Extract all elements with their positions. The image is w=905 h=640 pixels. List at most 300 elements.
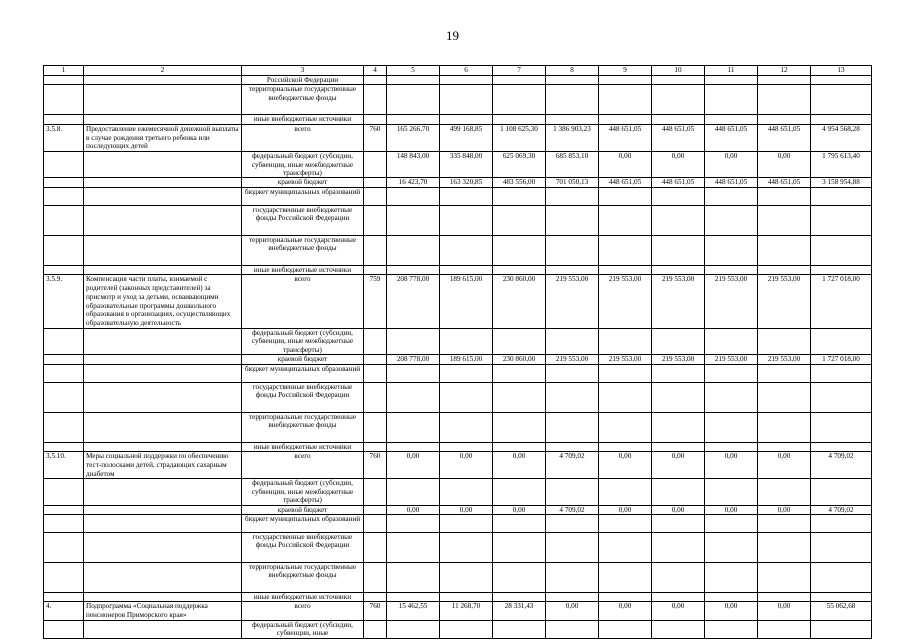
executor-code-cell [364,115,387,124]
funding-source-cell: всего [242,452,364,479]
row-name-cell: Подпрограмма «Социальная поддержка пенсионеров Приморского края» [84,602,242,621]
year-value-cell [599,187,652,205]
year-value-cell [546,235,599,265]
year-value-cell [705,364,758,382]
row-code-cell [44,152,84,178]
row-code-cell [44,515,84,533]
row-name-cell [84,205,242,235]
year-value-cell [387,593,440,602]
table-body [44,66,872,639]
year-value-cell [546,76,599,85]
year-value-cell: 230 860,00 [493,355,546,364]
row-code-cell: 3.5.9. [44,275,84,329]
total-value-cell: 4 709,02 [811,505,872,514]
table-row [44,412,872,442]
year-value-cell [387,479,440,505]
year-value-cell [493,205,546,235]
year-value-cell [493,265,546,274]
table-row [44,205,872,235]
row-code-cell [44,563,84,593]
row-name-cell [84,479,242,505]
year-value-cell [652,593,705,602]
year-value-cell [387,442,440,451]
row-code-cell [44,479,84,505]
row-code-cell: 3.5.10. [44,452,84,479]
executor-code-cell [364,412,387,442]
year-value-cell [493,76,546,85]
year-value-cell: 165 266,70 [387,124,440,151]
funding-source-cell: территориальные государственные внебюджетные фонды [242,85,364,115]
funding-source-cell: Российской Федерации [242,76,364,85]
year-value-cell: 219 553,00 [546,355,599,364]
year-value-cell: 4 709,02 [546,452,599,479]
row-code-cell [44,85,84,115]
row-code-cell [44,364,84,382]
total-value-cell: 4 709,02 [811,452,872,479]
row-code-cell [44,382,84,412]
table-row [44,621,872,639]
year-value-cell: 448 651,05 [758,178,811,187]
table-row [44,563,872,593]
year-value-cell: 0,00 [440,505,493,514]
year-value-cell: 483 556,00 [493,178,546,187]
header-cell: 1 [44,66,84,76]
year-value-cell: 0,00 [546,602,599,621]
table-row [44,152,872,178]
year-value-cell [599,205,652,235]
year-value-cell: 219 553,00 [599,355,652,364]
total-value-cell [811,479,872,505]
year-value-cell: 0,00 [493,505,546,514]
year-value-cell: 0,00 [705,452,758,479]
row-name-cell [84,76,242,85]
row-name-cell [84,329,242,355]
year-value-cell [546,329,599,355]
total-value-cell: 1 727 018,00 [811,355,872,364]
year-value-cell [546,265,599,274]
year-value-cell [493,382,546,412]
year-value-cell: 219 553,00 [758,275,811,329]
header-cell: 8 [546,66,599,76]
header-cell: 2 [84,66,242,76]
year-value-cell [705,235,758,265]
table-row [44,187,872,205]
year-value-cell: 701 050,13 [546,178,599,187]
year-value-cell [387,265,440,274]
row-code-cell [44,265,84,274]
header-cell: 7 [493,66,546,76]
table-row [44,382,872,412]
executor-code-cell: 760 [364,452,387,479]
year-value-cell [387,76,440,85]
year-value-cell [546,442,599,451]
year-value-cell [705,265,758,274]
row-code-cell [44,442,84,451]
year-value-cell: 0,00 [599,602,652,621]
year-value-cell [387,412,440,442]
year-value-cell [440,563,493,593]
year-value-cell [758,479,811,505]
year-value-cell [652,76,705,85]
year-value-cell [493,515,546,533]
year-value-cell [387,515,440,533]
year-value-cell: 0,00 [705,505,758,514]
row-code-cell [44,412,84,442]
year-value-cell [758,515,811,533]
year-value-cell [652,479,705,505]
year-value-cell [440,621,493,639]
row-code-cell [44,76,84,85]
row-code-cell [44,178,84,187]
year-value-cell [705,533,758,563]
total-value-cell: 55 062,68 [811,602,872,621]
year-value-cell: 685 853,10 [546,152,599,178]
table-row [44,593,872,602]
year-value-cell [652,265,705,274]
table-row [44,235,872,265]
year-value-cell [440,85,493,115]
year-value-cell [599,412,652,442]
total-value-cell [811,115,872,124]
year-value-cell: 0,00 [652,602,705,621]
year-value-cell [493,563,546,593]
year-value-cell [387,382,440,412]
header-cell: 12 [758,66,811,76]
year-value-cell: 189 615,00 [440,275,493,329]
header-cell: 10 [652,66,705,76]
total-value-cell [811,515,872,533]
row-name-cell [84,235,242,265]
table-row [44,115,872,124]
year-value-cell [599,235,652,265]
executor-code-cell [364,563,387,593]
year-value-cell: 0,00 [599,452,652,479]
executor-code-cell [364,178,387,187]
row-name-cell [84,382,242,412]
year-value-cell [758,621,811,639]
year-value-cell [599,533,652,563]
year-value-cell [758,412,811,442]
year-value-cell [652,533,705,563]
funding-source-cell: территориальные государственные внебюджетные фонды [242,235,364,265]
year-value-cell [493,329,546,355]
row-code-cell [44,355,84,364]
funding-source-cell: краевой бюджет [242,355,364,364]
row-name-cell [84,355,242,364]
row-code-cell [44,505,84,514]
total-value-cell [811,593,872,602]
year-value-cell [546,533,599,563]
row-name-cell [84,621,242,639]
year-value-cell [440,265,493,274]
year-value-cell [546,563,599,593]
year-value-cell [599,115,652,124]
year-value-cell [652,515,705,533]
year-value-cell [758,364,811,382]
funding-source-cell: федеральный бюджет (субсидии, субвенции, иные межбюджетные трансферты) [242,152,364,178]
table-row [44,479,872,505]
year-value-cell: 0,00 [758,452,811,479]
funding-source-cell: иные внебюджетные источники [242,442,364,451]
year-value-cell [652,442,705,451]
year-value-cell [493,442,546,451]
year-value-cell [493,115,546,124]
row-name-cell [84,593,242,602]
year-value-cell [599,85,652,115]
year-value-cell [387,329,440,355]
funding-source-cell: государственные внебюджетные фонды Российской Федерации [242,533,364,563]
year-value-cell: 0,00 [758,602,811,621]
year-value-cell [440,187,493,205]
year-value-cell [652,364,705,382]
year-value-cell [493,364,546,382]
year-value-cell [546,593,599,602]
year-value-cell [493,621,546,639]
year-value-cell [440,515,493,533]
row-name-cell [84,187,242,205]
executor-code-cell [364,533,387,563]
year-value-cell: 230 860,00 [493,275,546,329]
year-value-cell [599,329,652,355]
header-cell: 9 [599,66,652,76]
row-name-cell [84,563,242,593]
year-value-cell [440,382,493,412]
funding-source-cell: территориальные государственные внебюджетные фонды [242,563,364,593]
total-value-cell [811,621,872,639]
funding-source-cell: краевой бюджет [242,178,364,187]
year-value-cell [546,515,599,533]
header-cell: 5 [387,66,440,76]
year-value-cell: 0,00 [599,152,652,178]
table-row [44,355,872,364]
header-cell: 4 [364,66,387,76]
header-cell: 11 [705,66,758,76]
row-code-cell [44,235,84,265]
funding-source-cell: всего [242,602,364,621]
row-name-cell [84,85,242,115]
year-value-cell: 499 168,85 [440,124,493,151]
year-value-cell: 1 108 625,30 [493,124,546,151]
budget-table [43,65,872,639]
header-cell: 13 [811,66,872,76]
year-value-cell [758,76,811,85]
executor-code-cell [364,85,387,115]
row-code-cell [44,205,84,235]
year-value-cell [440,479,493,505]
year-value-cell: 0,00 [387,452,440,479]
year-value-cell [758,85,811,115]
year-value-cell [705,621,758,639]
year-value-cell [652,205,705,235]
year-value-cell [705,205,758,235]
table-row [44,364,872,382]
executor-code-cell [364,355,387,364]
year-value-cell [705,187,758,205]
executor-code-cell: 760 [364,602,387,621]
row-name-cell [84,115,242,124]
year-value-cell: 0,00 [493,452,546,479]
executor-code-cell [364,329,387,355]
year-value-cell [599,442,652,451]
year-value-cell [599,563,652,593]
table-row [44,265,872,274]
total-value-cell [811,85,872,115]
total-value-cell [811,563,872,593]
total-value-cell [811,265,872,274]
year-value-cell [599,364,652,382]
funding-source-cell: территориальные государственные внебюджетные фонды [242,412,364,442]
year-value-cell: 448 651,05 [652,178,705,187]
year-value-cell [652,235,705,265]
row-code-cell: 4. [44,602,84,621]
executor-code-cell [364,364,387,382]
total-value-cell [811,205,872,235]
funding-source-cell: федеральный бюджет (субсидии, субвенции, иные [242,621,364,639]
row-name-cell [84,515,242,533]
total-value-cell [811,412,872,442]
row-code-cell [44,621,84,639]
year-value-cell [705,442,758,451]
total-value-cell [811,235,872,265]
year-value-cell [440,76,493,85]
executor-code-cell [364,479,387,505]
year-value-cell [599,76,652,85]
year-value-cell [440,364,493,382]
year-value-cell: 0,00 [387,505,440,514]
executor-code-cell [364,515,387,533]
executor-code-cell [364,152,387,178]
total-value-cell [811,187,872,205]
year-value-cell: 219 553,00 [599,275,652,329]
executor-code-cell [364,621,387,639]
year-value-cell [705,515,758,533]
year-value-cell [440,412,493,442]
row-name-cell: Предоставление ежемесячной денежной выплаты в случае рождения третьего ребенка или последующих детей [84,124,242,151]
funding-source-cell: иные внебюджетные источники [242,115,364,124]
year-value-cell [758,187,811,205]
year-value-cell [493,412,546,442]
year-value-cell: 219 553,00 [546,275,599,329]
year-value-cell: 448 651,05 [599,178,652,187]
year-value-cell: 448 651,05 [705,178,758,187]
year-value-cell: 163 320,85 [440,178,493,187]
year-value-cell: 189 615,00 [440,355,493,364]
year-value-cell [758,442,811,451]
year-value-cell [493,479,546,505]
year-value-cell [440,205,493,235]
year-value-cell [705,76,758,85]
total-value-cell [811,329,872,355]
year-value-cell [652,412,705,442]
year-value-cell [493,593,546,602]
year-value-cell [387,187,440,205]
row-code-cell [44,329,84,355]
row-name-cell [84,178,242,187]
year-value-cell [599,621,652,639]
table-row [44,505,872,514]
year-value-cell [493,533,546,563]
year-value-cell: 448 651,05 [599,124,652,151]
executor-code-cell [364,235,387,265]
row-name-cell [84,265,242,274]
year-value-cell: 0,00 [652,452,705,479]
year-value-cell [599,382,652,412]
page-number: 19 [446,28,459,43]
row-name-cell: Компенсация части платы, взимаемой с родителей (законных представителей) за присмотр и уход за детьми, осваивающими образовательные программы дошкольного образования в организациях, осуществляющих образовательную деятельность [84,275,242,329]
year-value-cell [493,187,546,205]
year-value-cell [705,479,758,505]
funding-source-cell: бюджет муниципальных образований [242,364,364,382]
year-value-cell: 0,00 [705,602,758,621]
year-value-cell [758,235,811,265]
year-value-cell [599,515,652,533]
year-value-cell: 11 268,70 [440,602,493,621]
row-name-cell [84,505,242,514]
year-value-cell [758,115,811,124]
year-value-cell: 448 651,05 [652,124,705,151]
year-value-cell [705,382,758,412]
year-value-cell: 219 553,00 [705,355,758,364]
total-value-cell [811,364,872,382]
row-name-cell: Меры социальной поддержки по обеспечению тест-полосками детей, страдающих сахарным диабетом [84,452,242,479]
header-cell: 3 [242,66,364,76]
executor-code-cell [364,593,387,602]
row-name-cell [84,442,242,451]
year-value-cell: 0,00 [652,505,705,514]
total-value-cell: 4 954 568,28 [811,124,872,151]
year-value-cell [546,382,599,412]
funding-source-cell: федеральный бюджет (субсидии, субвенции, иные межбюджетные трансферты) [242,479,364,505]
year-value-cell: 208 778,00 [387,355,440,364]
year-value-cell: 0,00 [599,505,652,514]
funding-source-cell: бюджет муниципальных образований [242,515,364,533]
table-row [44,275,872,329]
row-code-cell [44,533,84,563]
table-row [44,329,872,355]
year-value-cell: 335 848,00 [440,152,493,178]
year-value-cell: 28 331,43 [493,602,546,621]
funding-source-cell: государственные внебюджетные фонды Российской Федерации [242,382,364,412]
table-row [44,452,872,479]
executor-code-cell: 760 [364,124,387,151]
year-value-cell [705,563,758,593]
executor-code-cell [364,382,387,412]
executor-code-cell [364,505,387,514]
year-value-cell [652,621,705,639]
year-value-cell [705,329,758,355]
year-value-cell [599,593,652,602]
year-value-cell [705,115,758,124]
year-value-cell [440,115,493,124]
year-value-cell: 1 386 903,23 [546,124,599,151]
year-value-cell [599,265,652,274]
year-value-cell [705,85,758,115]
total-value-cell [811,382,872,412]
table-row [44,602,872,621]
year-value-cell: 219 553,00 [705,275,758,329]
year-value-cell [440,235,493,265]
executor-code-cell [364,205,387,235]
year-value-cell [652,85,705,115]
table-row [44,76,872,85]
year-value-cell: 219 553,00 [652,275,705,329]
year-value-cell [758,265,811,274]
year-value-cell [758,329,811,355]
year-value-cell: 0,00 [758,152,811,178]
row-code-cell [44,593,84,602]
executor-code-cell [364,76,387,85]
year-value-cell: 0,00 [440,452,493,479]
